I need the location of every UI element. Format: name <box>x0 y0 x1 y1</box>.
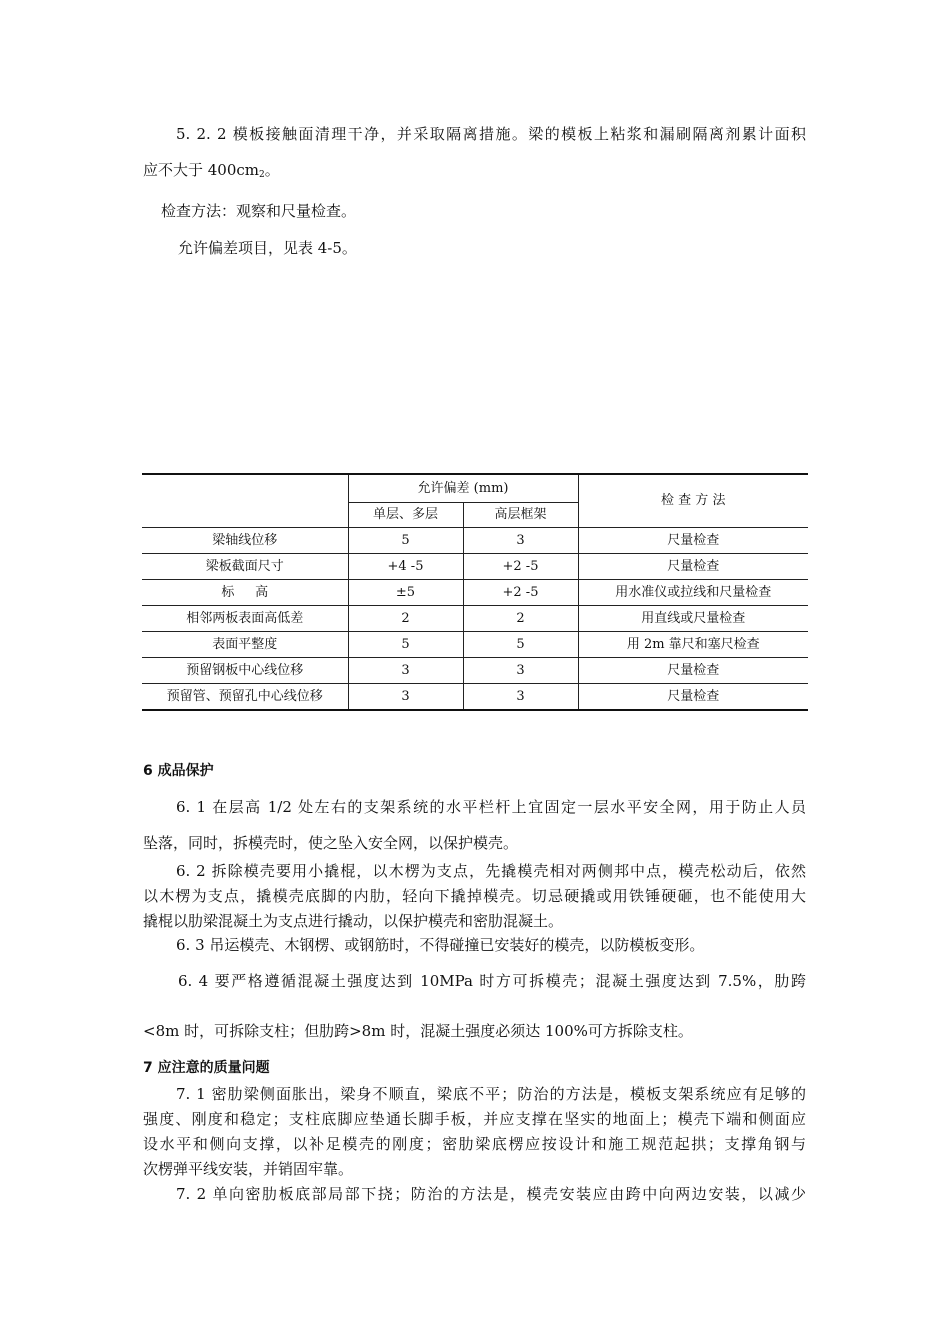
row-single: 3 <box>348 684 463 711</box>
row-high: 3 <box>463 528 578 554</box>
row-item: 表面平整度 <box>142 632 348 658</box>
row-single: ±5 <box>348 580 463 606</box>
row-method: 尺量检查 <box>578 684 808 711</box>
para-6-2-line2: 以木楞为支点，撬模壳底脚的内肋，轻向下撬掉模壳。切忌硬撬或用铁锤硬砸，也不能使用大 <box>143 887 806 905</box>
para-7-2-line1: 7. 2 单向密肋板底部局部下挠；防治的方法是，模壳安装应由跨中向两边安装，以减少 <box>176 1185 806 1203</box>
table-row <box>142 632 808 658</box>
allowable-items-text: 允许偏差项目，见表 4-5。 <box>178 239 357 257</box>
row-item: 预留管、预留孔中心线位移 <box>142 684 348 711</box>
row-single: 2 <box>348 606 463 632</box>
row-high: 3 <box>463 684 578 711</box>
para-5-2-2-line1: 5. 2. 2 模板接触面清理干净，并采取隔离措施。梁的模板上粘浆和漏刷隔离剂累计面积 <box>176 125 806 143</box>
row-method: 用水准仪或拉线和尺量检查 <box>578 580 808 606</box>
para-6-2-line3: 撬棍以肋梁混凝土为支点进行撬动，以保护模壳和密肋混凝土。 <box>143 912 564 930</box>
table-row <box>142 684 808 711</box>
check-method-text: 检查方法：观察和尺量检查。 <box>161 202 357 220</box>
header-method: 检 查 方 法 <box>578 474 808 528</box>
para-7-1-line4: 次楞弹平线安装，并销固牢靠。 <box>143 1160 354 1178</box>
table-row <box>142 606 808 632</box>
row-high: 2 <box>463 606 578 632</box>
row-item: 梁轴线位移 <box>142 528 348 554</box>
table-header-row <box>142 474 808 503</box>
header-single-multi: 单层、多层 <box>348 503 463 528</box>
table-row <box>142 580 808 606</box>
area-unit-subscript: 2 <box>259 170 265 180</box>
header-high-frame: 高层框架 <box>463 503 578 528</box>
table-row <box>142 658 808 684</box>
row-method: 尺量检查 <box>578 658 808 684</box>
row-single: 5 <box>348 528 463 554</box>
row-high: 5 <box>463 632 578 658</box>
section-7-heading: 7 应注意的质量问题 <box>143 1060 270 1076</box>
row-method: 用直线或尺量检查 <box>578 606 808 632</box>
table-row <box>142 554 808 580</box>
para-6-4-line2: <8m 时，可拆除支柱；但肋跨>8m 时，混凝土强度必须达 100%可方拆除支柱。 <box>143 1022 693 1040</box>
para-6-1-line1: 6. 1 在层高 1/2 处左右的支架系统的水平栏杆上宜固定一层水平安全网，用于防止人员 <box>176 798 806 816</box>
row-method: 用 2m 靠尺和塞尺检查 <box>578 632 808 658</box>
period: 。 <box>264 161 280 179</box>
row-item: 标 高 <box>142 580 348 606</box>
para-6-3: 6. 3 吊运模壳、木钢楞、或钢筋时，不得碰撞已安装好的模壳，以防模板变形。 <box>176 936 705 954</box>
row-high: 3 <box>463 658 578 684</box>
row-single: 5 <box>348 632 463 658</box>
row-high: +2 -5 <box>463 554 578 580</box>
para-7-1-line3: 设水平和侧向支撑，以补足模壳的刚度；密肋梁底楞应按设计和施工规范起拱；支撑角钢与 <box>143 1135 806 1153</box>
row-item: 梁板截面尺寸 <box>142 554 348 580</box>
row-method: 尺量检查 <box>578 554 808 580</box>
para-5-2-2-line2 <box>143 158 280 188</box>
header-tolerance: 允许偏差 (mm) <box>348 474 578 503</box>
row-single: 3 <box>348 658 463 684</box>
row-item: 相邻两板表面高低差 <box>142 606 348 632</box>
area-limit-text: 应不大于 400cm <box>143 161 260 179</box>
para-6-4-line1: 6. 4 要严格遵循混凝土强度达到 10MPa 时方可拆模壳；混凝土强度达到 7.5%，肋跨 <box>178 972 806 990</box>
para-7-1-line1: 7. 1 密肋梁侧面胀出，梁身不顺直，梁底不平；防治的方法是，模板支架系统应有足够的 <box>176 1085 806 1103</box>
tolerance-table <box>142 473 808 711</box>
table-row <box>142 528 808 554</box>
para-7-1-line2: 强度、刚度和稳定；支柱底脚应垫通长脚手板，并应支撑在坚实的地面上；模壳下端和侧面应 <box>143 1110 806 1128</box>
row-method: 尺量检查 <box>578 528 808 554</box>
row-item: 预留钢板中心线位移 <box>142 658 348 684</box>
para-6-2-line1: 6. 2 拆除模壳要用小撬棍，以木楞为支点，先撬模壳相对两侧邦中点，模壳松动后，依然 <box>176 862 806 880</box>
para-6-1-line2: 坠落，同时，拆模壳时，使之坠入安全网，以保护模壳。 <box>143 834 519 852</box>
section-6-heading: 6 成品保护 <box>143 763 214 779</box>
header-item-cell <box>142 474 348 528</box>
row-single: +4 -5 <box>348 554 463 580</box>
row-high: +2 -5 <box>463 580 578 606</box>
